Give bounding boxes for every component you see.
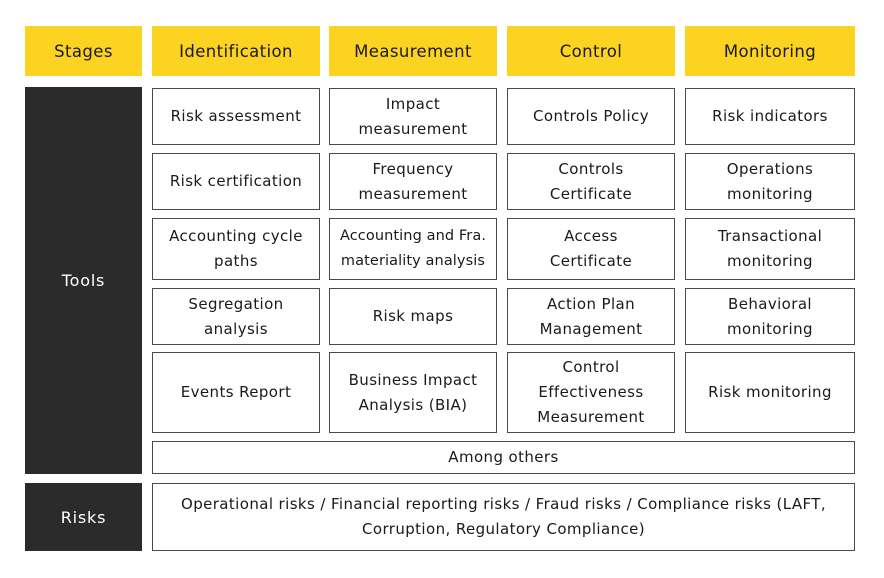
among-others-label: Among others <box>448 448 559 466</box>
tool-operations-monitoring-label: Operations monitoring <box>726 159 814 203</box>
tool-action-plan-management <box>507 288 675 345</box>
tool-segregation-analysis-label: Segregation analysis <box>188 294 284 338</box>
tool-controls-policy <box>507 88 675 145</box>
tool-access-certificate-label: Access Certificate <box>549 227 633 270</box>
tool-accounting-cycle-paths-label: Accounting cycle paths <box>169 227 303 270</box>
header-measurement <box>329 26 497 76</box>
tool-impact-measurement-label: Impact measurement <box>358 94 468 138</box>
risks-panel <box>25 483 142 551</box>
tool-impact-measurement <box>329 88 497 145</box>
risks-label: Risks <box>60 507 107 527</box>
tool-behavioral-monitoring <box>685 288 855 345</box>
tool-business-impact-analysis <box>329 352 497 433</box>
tool-risk-monitoring <box>685 352 855 433</box>
tool-action-plan-management-label: Action Plan Management <box>539 294 643 338</box>
tool-risk-assessment-label: Risk assessment <box>170 107 302 125</box>
tool-risk-maps-label: Risk maps <box>372 307 454 325</box>
header-stages <box>25 26 142 76</box>
tool-materiality-analysis-label: Accounting and Fra. materiality analysis <box>339 228 487 269</box>
header-identification <box>152 26 320 76</box>
tool-risk-indicators <box>685 88 855 145</box>
tool-controls-certificate-label: Controls Certificate <box>549 159 633 203</box>
tool-transactional-monitoring <box>685 218 855 280</box>
risks-description-box <box>152 483 855 551</box>
risks-description: Operational risks / Financial reporting risks / Fraud risks / Compliance risks (LAFT, Corruption, Regulatory Compliance) <box>180 495 826 538</box>
tool-events-report-label: Events Report <box>180 383 292 401</box>
tool-access-certificate <box>507 218 675 280</box>
among-others-box <box>152 441 855 474</box>
tool-business-impact-analysis-label: Business Impact Analysis (BIA) <box>348 370 478 414</box>
tool-risk-assessment <box>152 88 320 145</box>
tool-materiality-analysis <box>329 218 497 280</box>
header-monitoring <box>685 26 855 76</box>
tool-frequency-measurement-label: Frequency measurement <box>358 159 468 203</box>
header-monitoring-label: Monitoring <box>723 41 817 61</box>
header-stages-label: Stages <box>54 41 113 61</box>
tool-risk-maps <box>329 288 497 345</box>
tool-controls-certificate <box>507 153 675 210</box>
tool-transactional-monitoring-label: Transactional monitoring <box>717 227 823 270</box>
tool-segregation-analysis <box>152 288 320 345</box>
header-control <box>507 26 675 76</box>
tool-frequency-measurement <box>329 153 497 210</box>
header-control-label: Control <box>559 41 623 61</box>
tool-operations-monitoring <box>685 153 855 210</box>
tool-risk-monitoring-label: Risk monitoring <box>708 383 832 401</box>
tool-risk-certification-label: Risk certification <box>169 172 303 190</box>
tool-control-effectiveness-label: Control Effectiveness Measurement <box>537 358 645 426</box>
tools-panel <box>25 87 142 474</box>
header-identification-label: Identification <box>179 41 293 61</box>
tools-label: Tools <box>61 271 106 290</box>
tool-events-report <box>152 352 320 433</box>
tool-control-effectiveness <box>507 352 675 433</box>
tool-risk-certification <box>152 153 320 210</box>
tool-controls-policy-label: Controls Policy <box>533 107 649 125</box>
header-measurement-label: Measurement <box>354 41 472 61</box>
tool-accounting-cycle-paths <box>152 218 320 280</box>
tool-behavioral-monitoring-label: Behavioral monitoring <box>727 294 813 338</box>
tool-risk-indicators-label: Risk indicators <box>712 107 828 125</box>
